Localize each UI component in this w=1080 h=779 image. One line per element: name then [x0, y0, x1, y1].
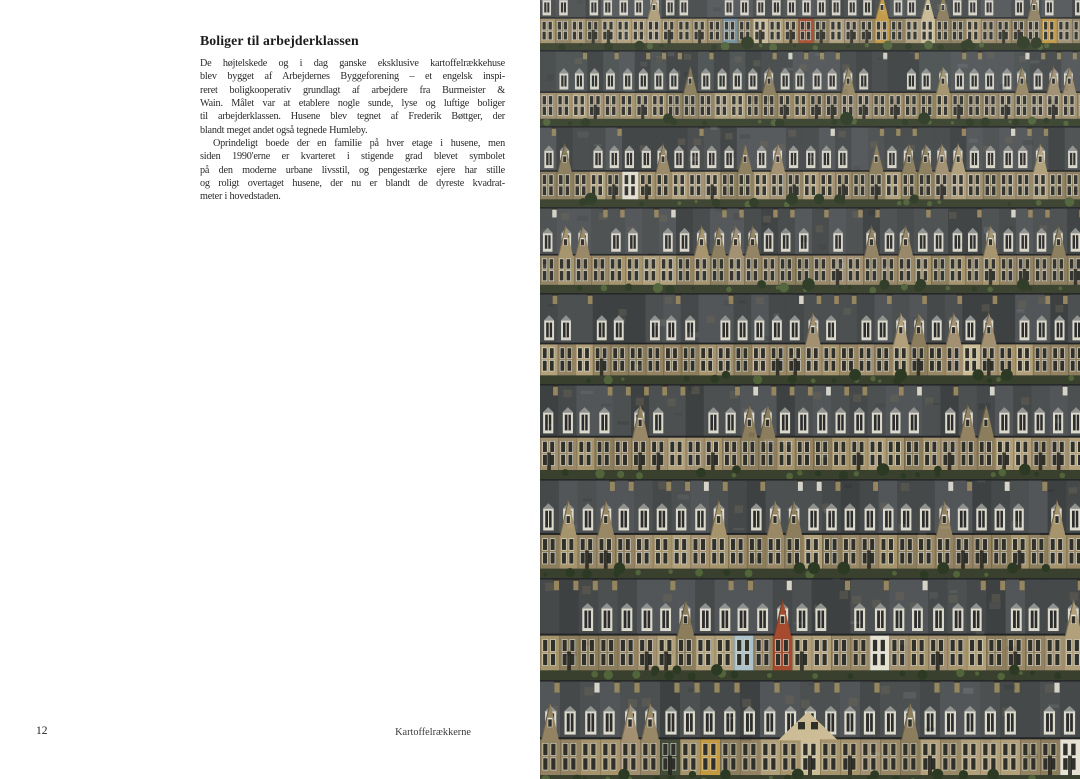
page-title: Boliger til arbejderklassen: [200, 33, 359, 48]
text-line: De højtelskede og i dag ganske eksklusive kartoffelrækkehuse: [200, 58, 505, 69]
text-line: Oprindeligt boede der en familie på hver etage i husene, men: [213, 138, 505, 150]
page-number: 12: [36, 725, 48, 737]
right-page: [540, 0, 1080, 779]
text-line: til arbejderklassen. Husene blev tegnet af Frederik Bøttger, der: [200, 111, 505, 123]
text-line: reret boligkooperativ grundlagt af arbejdere fra Burmeister &: [200, 84, 505, 96]
kartoffelraekkerne-aerial-photo-icon: [540, 0, 1080, 779]
text-line: meter i hovedstaden.: [200, 191, 281, 203]
text-line: og roligt overtaget husene, der nu er blandt de dyreste kvadrat-: [200, 178, 505, 190]
body-text: [200, 57, 505, 204]
text-line: siden 1990'erne er kvarteret i stigende grad blevet symbolet: [200, 151, 505, 163]
text-line: blandt meget andet også tegnede Humleby.: [200, 124, 368, 136]
running-footer: Kartoffelrækkerne: [395, 727, 471, 738]
text-line: Wain. Målet var at etablere nogle sunde, lyse og luftige boliger: [200, 98, 505, 110]
text-line: på den moderne urbane livsstil, og pengestærke ejere har stille: [200, 164, 505, 176]
text-line: blev bygget af Arbejdernes Byggeforening – et engelsk inspi-: [200, 71, 505, 83]
